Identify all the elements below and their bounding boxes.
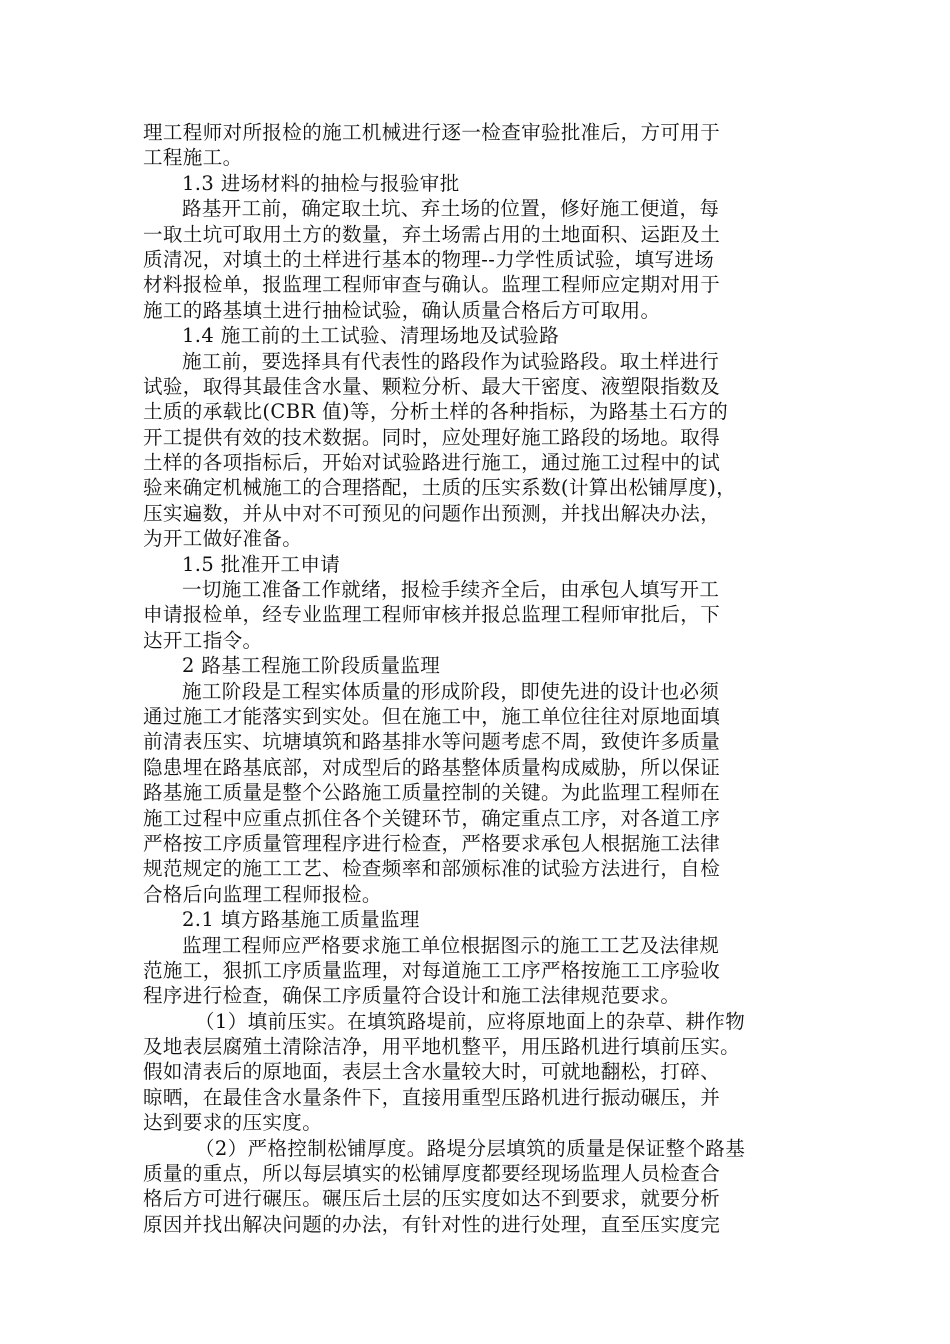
text-line: 施工过程中应重点抓住各个关键环节，确定重点工序，对各道工序 xyxy=(143,806,721,830)
text-line: 1.5 批准开工申请 xyxy=(182,552,341,576)
text-line: 晾晒，在最佳含水量条件下，直接用重型压路机进行振动碾压，并 xyxy=(143,1085,721,1109)
text-line: 程序进行检查，确保工序质量符合设计和施工法律规范要求。 xyxy=(143,984,681,1008)
text-line: 达到要求的压实度。 xyxy=(143,1111,323,1135)
text-line: 为开工做好准备。 xyxy=(143,527,303,551)
text-line: 路基开工前，确定取土坑、弃土场的位置，修好施工便道，每 xyxy=(182,197,720,221)
text-line: 通过施工才能落实到实处。但在施工中，施工单位往往对原地面填 xyxy=(143,704,721,728)
text-line: 达开工指令。 xyxy=(143,628,263,652)
text-line: 规范规定的施工工艺、检查频率和部颁标准的试验方法进行，自检 xyxy=(143,857,721,881)
text-line: 原因并找出解决问题的办法，有针对性的进行处理，直至压实度完 xyxy=(143,1212,721,1236)
text-line: 土样的各项指标后，开始对试验路进行施工，通过施工过程中的试 xyxy=(143,451,721,475)
text-line: 土质的承载比(CBR 值)等，分析土样的各种指标，为路基土石方的 xyxy=(143,400,729,424)
text-line: 开工提供有效的技术数据。同时，应处理好施工路段的场地。取得 xyxy=(143,425,721,449)
text-line: 监理工程师应严格要求施工单位根据图示的施工工艺及法律规 xyxy=(182,933,720,957)
text-line: 隐患埋在路基底部，对成型后的路基整体质量构成威胁，所以保证 xyxy=(143,755,721,779)
text-line: 质清况，对填土的土样进行基本的物理--力学性质试验，填写进场 xyxy=(143,247,715,271)
document-body xyxy=(143,120,803,1237)
text-line: 格后方可进行碾压。碾压后土层的压实度如达不到要求，就要分析 xyxy=(143,1187,721,1211)
text-line: 及地表层腐殖土清除洁净，用平地机整平，用压路机进行填前压实。 xyxy=(143,1035,741,1059)
text-line: 压实遍数，并从中对不可预见的问题作出预测，并找出解决办法， xyxy=(143,501,721,525)
text-line: 合格后向监理工程师报检。 xyxy=(143,882,382,906)
text-line: 2 路基工程施工阶段质量监理 xyxy=(182,654,441,678)
text-line: 施工阶段是工程实体质量的形成阶段，即使先进的设计也必须 xyxy=(182,679,720,703)
text-line: 前清表压实、坑塘填筑和路基排水等问题考虑不周，致使许多质量 xyxy=(143,730,721,754)
text-line: 质量的重点，所以每层填实的松铺厚度都要经现场监理人员检查合 xyxy=(143,1162,721,1186)
text-line: 申请报检单，经专业监理工程师审核并报总监理工程师审批后，下 xyxy=(143,603,721,627)
text-line: 理工程师对所报检的施工机械进行逐一检查审验批准后，方可用于 xyxy=(143,121,721,144)
text-line: 施工前，要选择具有代表性的路段作为试验路段。取土样进行 xyxy=(182,349,720,373)
text-line: （2）严格控制松铺厚度。路堤分层填筑的质量是保证整个路基 xyxy=(195,1136,746,1160)
text-line: 一取土坑可取用土方的数量，弃土场需占用的土地面积、运距及土 xyxy=(143,222,721,246)
text-line: 范施工，狠抓工序质量监理，对每道施工工序严格按施工工序验收 xyxy=(143,958,721,982)
text-line: 试验，取得其最佳含水量、颗粒分析、最大干密度、液塑限指数及 xyxy=(143,374,721,398)
text-line: 路基施工质量是整个公路施工质量控制的关键。为此监理工程师在 xyxy=(143,781,721,805)
text-line: 施工的路基填土进行抽检试验，确认质量合格后方可取用。 xyxy=(143,298,661,322)
text-line: （1）填前压实。在填筑路堤前，应将原地面上的杂草、耕作物 xyxy=(195,1009,746,1033)
text-line: 严格按工序质量管理程序进行检查，严格要求承包人根据施工法律 xyxy=(143,831,721,855)
text-line: 材料报检单，报监理工程师审查与确认。监理工程师应定期对用于 xyxy=(143,273,721,297)
text-line: 一切施工准备工作就绪，报检手续齐全后，由承包人填写开工 xyxy=(182,578,720,602)
text-line: 验来确定机械施工的合理搭配，土质的压实系数(计算出松铺厚度)， xyxy=(143,476,737,500)
text-line: 1.3 进场材料的抽检与报验审批 xyxy=(182,171,460,195)
text-line: 工程施工。 xyxy=(143,146,243,170)
text-line: 假如清表后的原地面，表层土含水量较大时，可就地翻松，打碎、 xyxy=(143,1060,721,1084)
text-line: 1.4 施工前的土工试验、清理场地及试验路 xyxy=(182,324,560,348)
text-line: 2.1 填方路基施工质量监理 xyxy=(182,908,420,932)
